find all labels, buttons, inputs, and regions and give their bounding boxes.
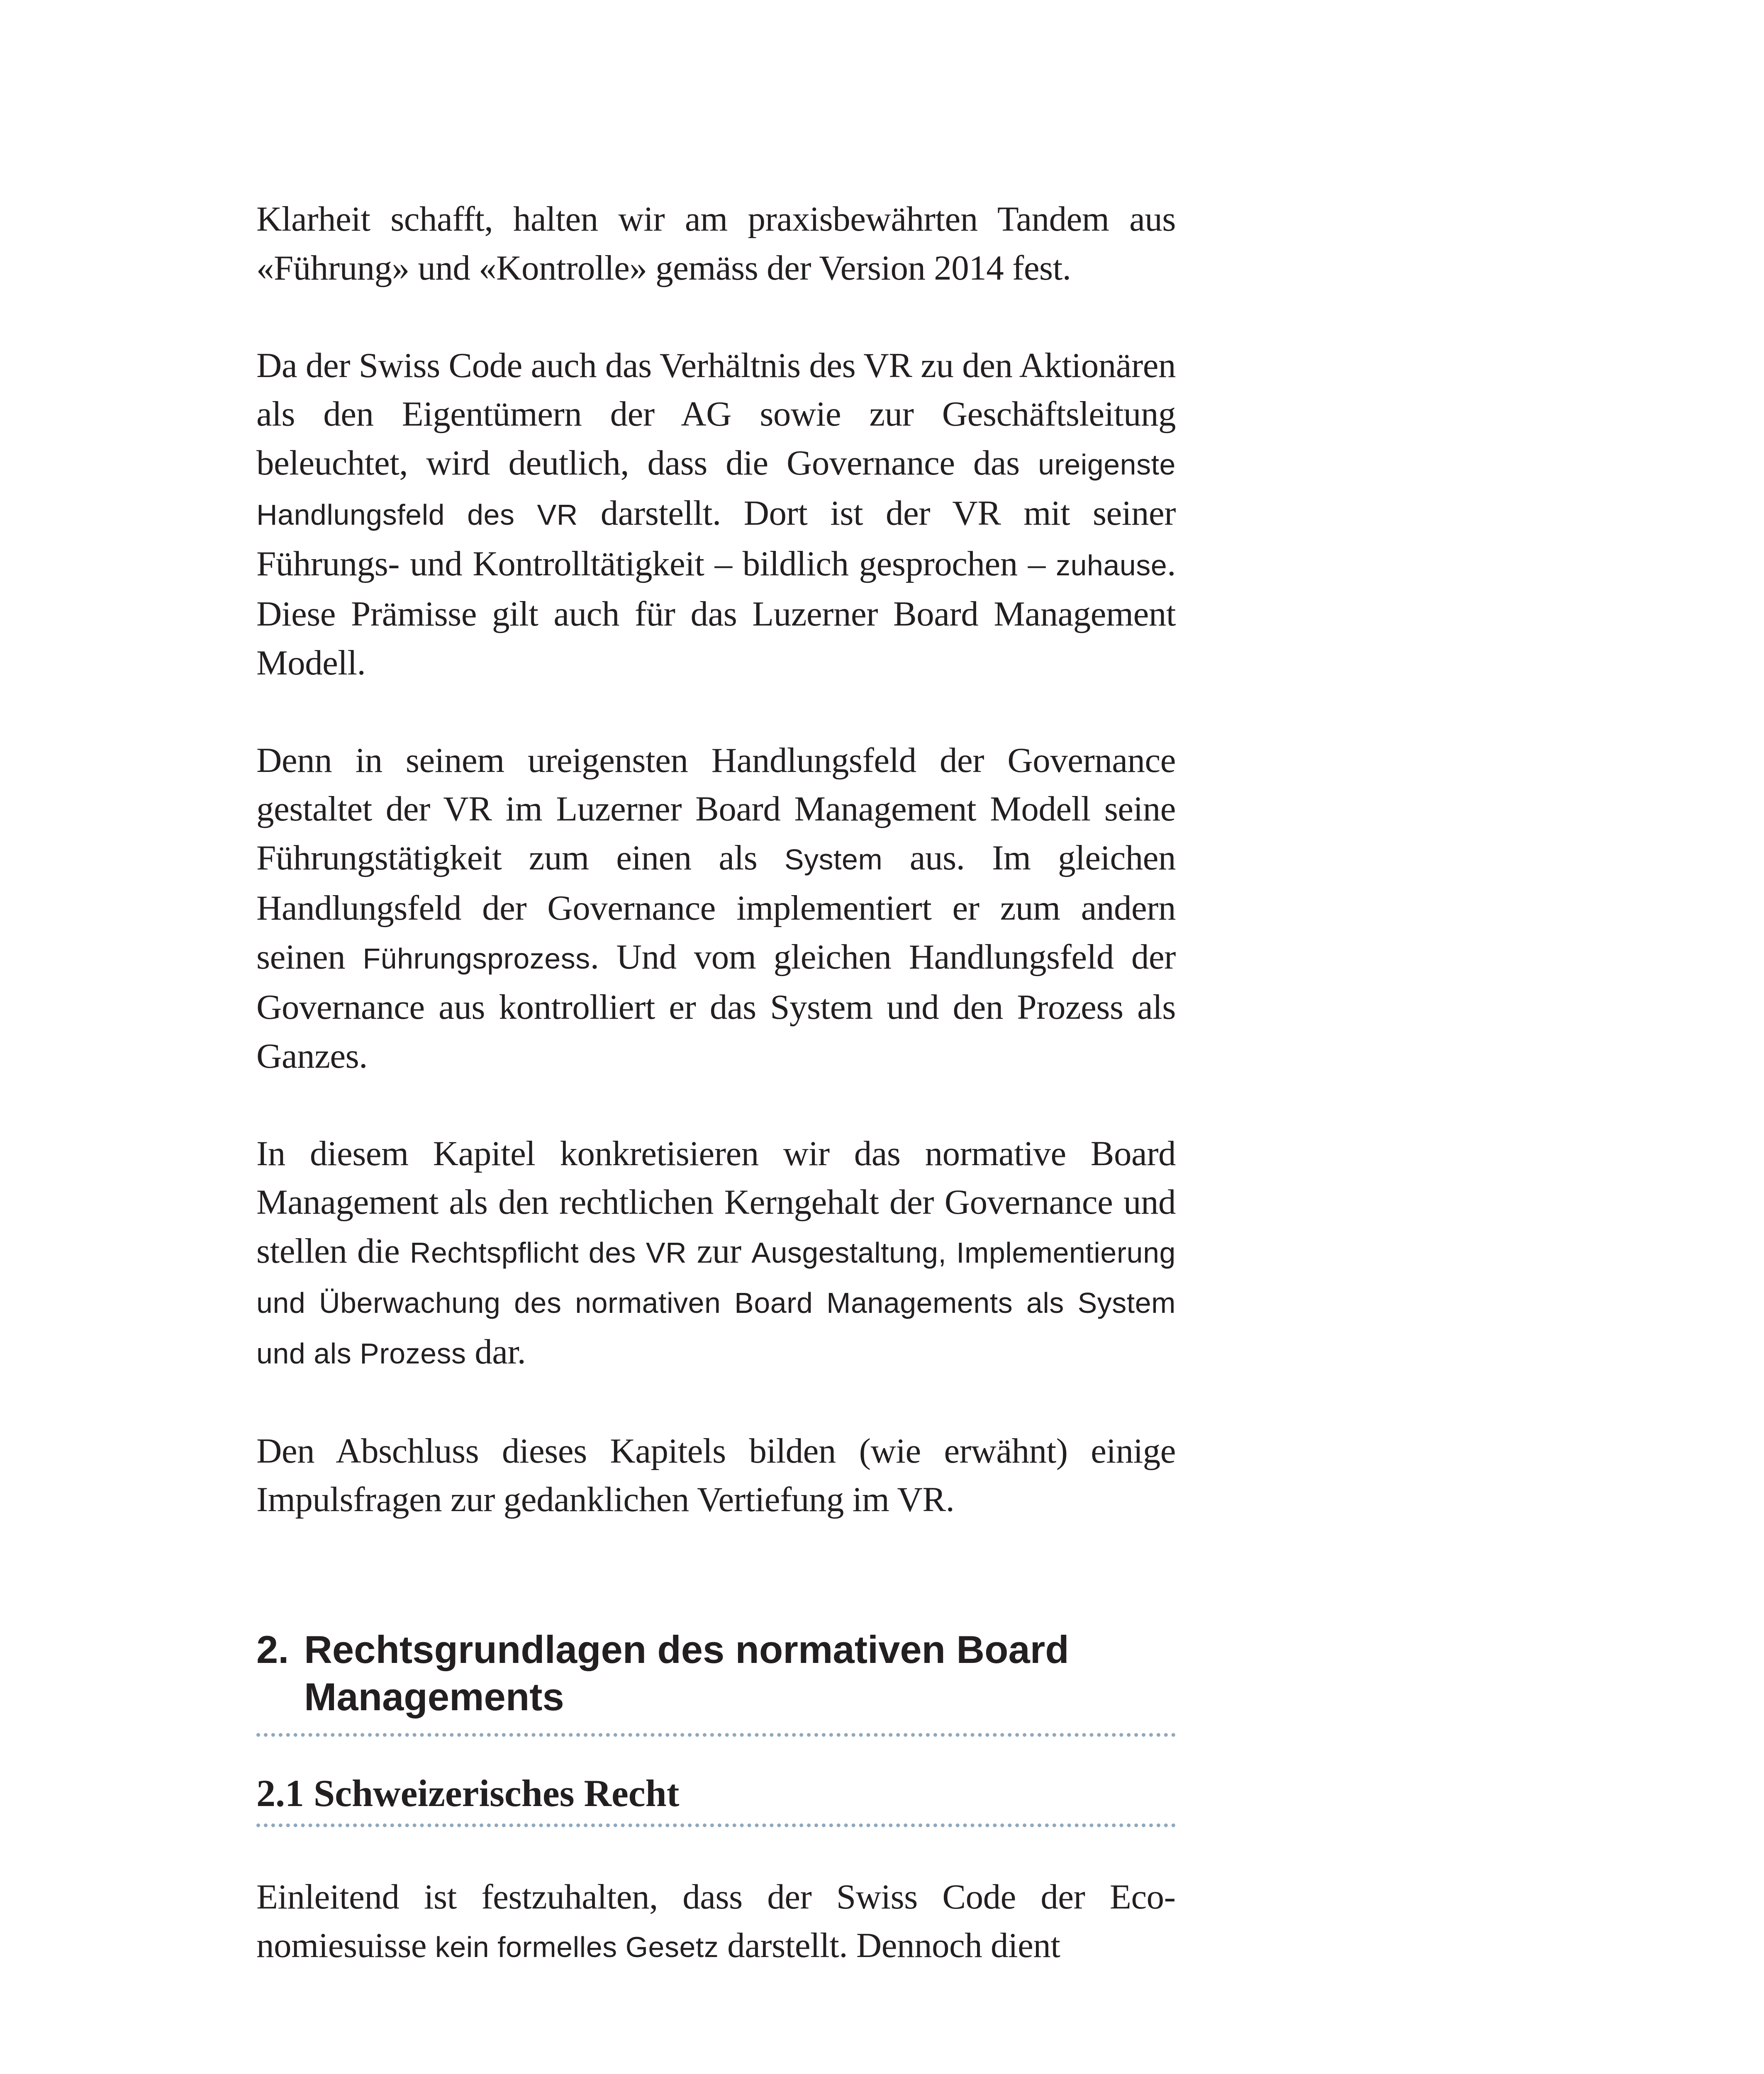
paragraph-text: zur: [687, 1231, 752, 1271]
dotted-divider: [256, 1823, 1176, 1827]
emphasis-text: ureigenste Handlungsfeld des VR: [256, 448, 1176, 531]
emphasis-text: Führungsprozess: [363, 942, 590, 975]
paragraph-text: aus. Im gleichen Handlungsfeld der Governance implementiert er zum andern seinen: [256, 838, 1176, 976]
emphasis-text: Ausgestaltung, Implementierung und Überwachung des normativen Board Managements als System und als Prozess: [256, 1236, 1176, 1370]
paragraph-text: . Diese Prämisse gilt auch für das Luzerner Board Management Modell.: [256, 544, 1176, 682]
paragraph-2: [256, 341, 1176, 688]
paragraph-text: darstellt. Dennoch dient: [719, 1926, 1060, 1965]
paragraph-text: Denn in seinem ureigensten Handlungsfeld der Governance gestaltet der VR im Luzerner Board Management Modell seine Führungstätigkeit zum einen als: [256, 740, 1176, 877]
emphasis-text: Rechtspflicht des VR: [409, 1236, 687, 1269]
paragraph-1: [256, 195, 1176, 292]
emphasis-text: System: [784, 843, 883, 876]
paragraph-text: dar.: [466, 1332, 526, 1371]
paragraph-text: Klarheit schafft, halten wir am praxisbewährten Tandem aus «Führung» und «Kontrolle» gemäss der Version 2014 fest.: [256, 200, 1176, 287]
paragraph-text: . Und vom gleichen Handlungsfeld der Governance aus kontrolliert er das System und den Prozess als Ganzes.: [256, 937, 1176, 1076]
subsection-heading-block: [256, 1769, 1176, 1827]
paragraph-text: Den Abschluss dieses Kapitels bilden (wie erwähnt) einige Impulsfragen zur gedanklichen Vertiefung im VR.: [256, 1431, 1176, 1519]
emphasis-text: kein formelles Gesetz: [435, 1931, 719, 1963]
section-title: Rechtsgrundlagen des normativen Board Managements: [304, 1627, 1069, 1719]
subsection-heading: 2.1 Schweizerisches Recht: [256, 1772, 680, 1814]
paragraph-4: [256, 1130, 1176, 1378]
paragraph-5: [256, 1427, 1176, 1524]
section-number: 2.: [256, 1627, 289, 1671]
section-heading: [256, 1626, 1176, 1721]
paragraph-text: Einleitend ist festzuhalten, dass der Swiss Code der Economiesuisse: [256, 1877, 1176, 1965]
paragraph-text: Da der Swiss Code auch das Verhältnis des VR zu den Aktionären als den Eigentümern der AG sowie zur Geschäftsleitung beleuchtet, wird deutlich, dass die Governance das: [256, 346, 1176, 482]
section-heading-block: [256, 1626, 1176, 1737]
dotted-divider: [256, 1733, 1176, 1737]
paragraph-text: In diesem Kapitel konkretisieren wir das normative Board Management als den rechtlichen Kerngehalt der Governance und stellen die: [256, 1134, 1176, 1271]
paragraph-text: darstellt. Dort ist der VR mit seiner Führungs- und Kontrolltätigkeit – bildlich gesprochen –: [256, 494, 1176, 583]
emphasis-text: zuhause: [1056, 549, 1167, 582]
paragraph-3: [256, 736, 1176, 1081]
paragraph-6: [256, 1873, 1176, 1972]
text-column: [256, 195, 1176, 1972]
